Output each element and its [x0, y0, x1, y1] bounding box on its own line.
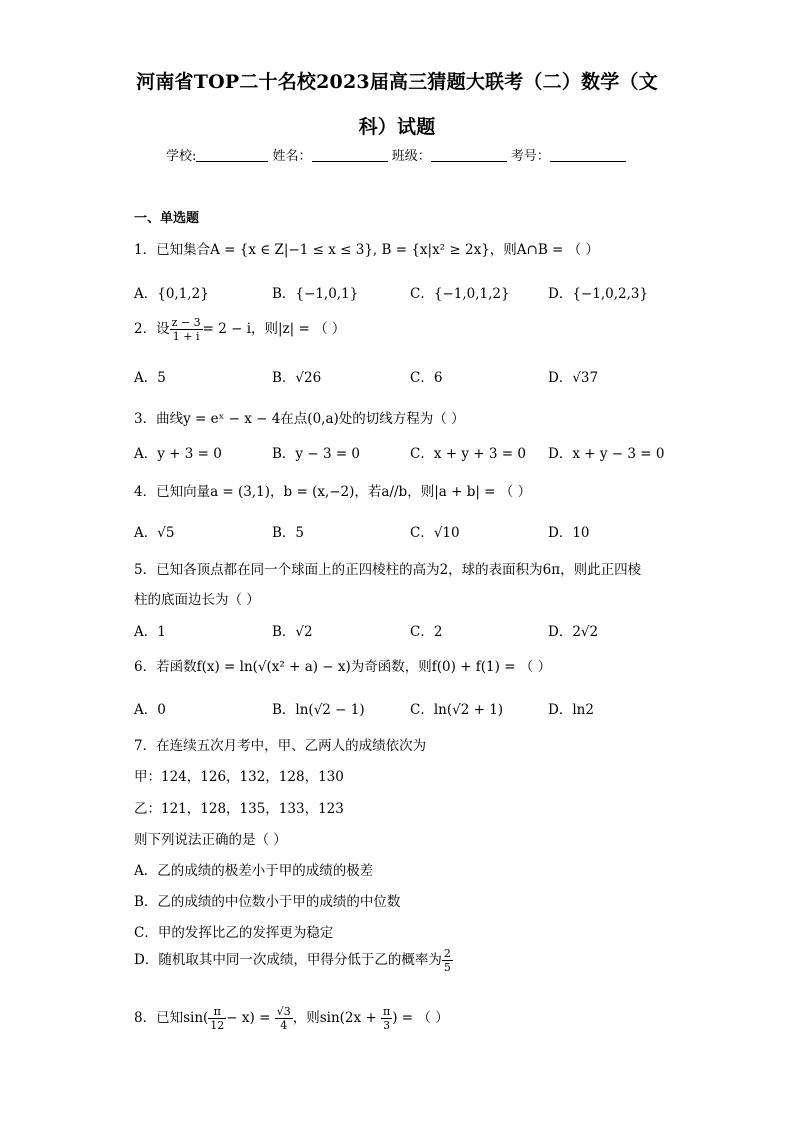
question-2-fraction	[170, 316, 203, 343]
name-blank[interactable]	[312, 148, 388, 162]
question-5-option-c[interactable]: C．2	[410, 624, 443, 640]
option-d-fraction	[442, 947, 453, 974]
exam-no-label: 考号：	[510, 149, 550, 164]
fraction-denominator: 5	[443, 961, 451, 974]
fraction-numerator: π	[383, 1005, 391, 1018]
question-1-option-d[interactable]: D．{−1,0,2,3}	[548, 286, 649, 302]
q8-mid2: ，则sin(2x +	[292, 1010, 382, 1026]
question-2-suffix: = 2 − i，则|z| = （ ）	[202, 321, 346, 337]
section-title: 一、单选题	[134, 211, 200, 226]
q8-fraction-2	[275, 1005, 293, 1032]
question-4-option-c[interactable]: C．√10	[410, 525, 460, 541]
question-7-jia-scores: 甲：124，126，132，128，130	[134, 769, 344, 785]
question-3-option-d[interactable]: D．x + y − 3 = 0	[548, 446, 665, 462]
fraction-numerator: π	[208, 1005, 226, 1019]
question-2-prefix: 2．设	[134, 321, 170, 337]
q8-fraction-1	[208, 1005, 226, 1032]
exam-title-line2: 科）试题	[358, 116, 436, 138]
question-5-option-d[interactable]: D．2√2	[548, 624, 599, 640]
fraction-numerator: 2	[443, 947, 451, 960]
question-2-option-d[interactable]: D．√37	[548, 370, 599, 386]
school-blank[interactable]	[196, 148, 268, 162]
question-8-stem	[134, 1005, 449, 1032]
question-6-stem: 6．若函数f(x) = ln(√(x² + a) − x)为奇函数，则f(0) + f(1) = （ ）	[134, 659, 552, 675]
fraction-denominator: 1 + i	[172, 330, 200, 343]
class-label: 班级：	[391, 149, 431, 164]
question-7-stem: 7．在连续五次月考中，甲、乙两人的成绩依次为	[134, 738, 427, 754]
q8-fraction-3	[381, 1005, 392, 1032]
question-2-option-b[interactable]: B．√26	[272, 370, 322, 386]
question-3-option-b[interactable]: B．y − 3 = 0	[272, 446, 361, 462]
question-5-stem: 5．已知各顶点都在同一个球面上的正四棱柱的高为2，球的表面积为6π，则此正四棱	[134, 562, 642, 578]
question-1-option-b[interactable]: B．{−1,0,1}	[272, 286, 359, 302]
exam-no-blank[interactable]	[550, 148, 626, 162]
question-6-option-a[interactable]: A．0	[134, 702, 166, 718]
question-1-option-c[interactable]: C．{−1,0,1,2}	[410, 286, 510, 302]
option-d-text: D．随机取其中同一次成绩，甲得分低于乙的概率为	[134, 952, 442, 968]
student-info-row	[166, 145, 626, 164]
question-5-option-a[interactable]: A．1	[134, 624, 166, 640]
question-6-option-d[interactable]: D．ln2	[548, 702, 594, 718]
fraction-numerator: √3	[276, 1005, 291, 1018]
question-5-option-b[interactable]: B．√2	[272, 624, 313, 640]
question-7-ask: 则下列说法正确的是（ ）	[134, 832, 287, 848]
q8-suffix: ) = （ ）	[392, 1010, 449, 1026]
q8-mid: − x) =	[226, 1010, 275, 1026]
question-4-option-d[interactable]: D．10	[548, 525, 590, 541]
question-3-option-a[interactable]: A．y + 3 = 0	[134, 446, 222, 462]
question-2-option-a[interactable]: A．5	[134, 370, 166, 386]
question-4-option-b[interactable]: B．5	[272, 525, 305, 541]
q8-prefix: 8．已知sin(	[134, 1010, 209, 1026]
question-2-option-c[interactable]: C．6	[410, 370, 443, 386]
question-1-option-a[interactable]: A．{0,1,2}	[134, 286, 209, 302]
question-3-stem: 3．曲线y = eˣ − x − 4在点(0,a)处的切线方程为（ ）	[134, 411, 465, 427]
question-7-yi-scores: 乙：121，128，135，133，123	[134, 801, 344, 817]
question-2-stem	[134, 316, 345, 343]
question-5-stem-line2: 柱的底面边长为（ ）	[134, 592, 260, 608]
question-1-stem: 1．已知集合A = {x ∈ Z|−1 ≤ x ≤ 3}, B = {x|x² ≥ 2x}，则A∩B = （ ）	[134, 242, 599, 258]
fraction-denominator: 12	[210, 1019, 225, 1032]
question-6-option-c[interactable]: C．ln(√2 + 1)	[410, 702, 504, 718]
class-blank[interactable]	[431, 148, 507, 162]
question-7-option-a[interactable]: A．乙的成绩的极差小于甲的成绩的极差	[134, 863, 374, 879]
question-7-option-b[interactable]: B．乙的成绩的中位数小于甲的成绩的中位数	[134, 894, 401, 910]
name-label: 姓名：	[272, 149, 312, 164]
question-7-option-d[interactable]	[134, 947, 453, 974]
question-4-option-a[interactable]: A．√5	[134, 525, 175, 541]
fraction-numerator: z − 3	[171, 316, 201, 329]
fraction-denominator: 4	[280, 1019, 288, 1032]
fraction-denominator: 3	[383, 1019, 391, 1032]
question-3-option-c[interactable]: C．x + y + 3 = 0	[410, 446, 526, 462]
school-label: 学校:	[166, 149, 197, 164]
question-6-option-b[interactable]: B．ln(√2 − 1)	[272, 702, 365, 718]
exam-title-line1: 河南省TOP二十名校2023届高三猜题大联考（二）数学（文	[136, 71, 658, 93]
question-4-stem: 4．已知向量a = (3,1)，b = (x,−2)，若a//b，则|a + b| = （ ）	[134, 484, 532, 500]
question-7-option-c[interactable]: C．甲的发挥比乙的发挥更为稳定	[134, 925, 334, 941]
